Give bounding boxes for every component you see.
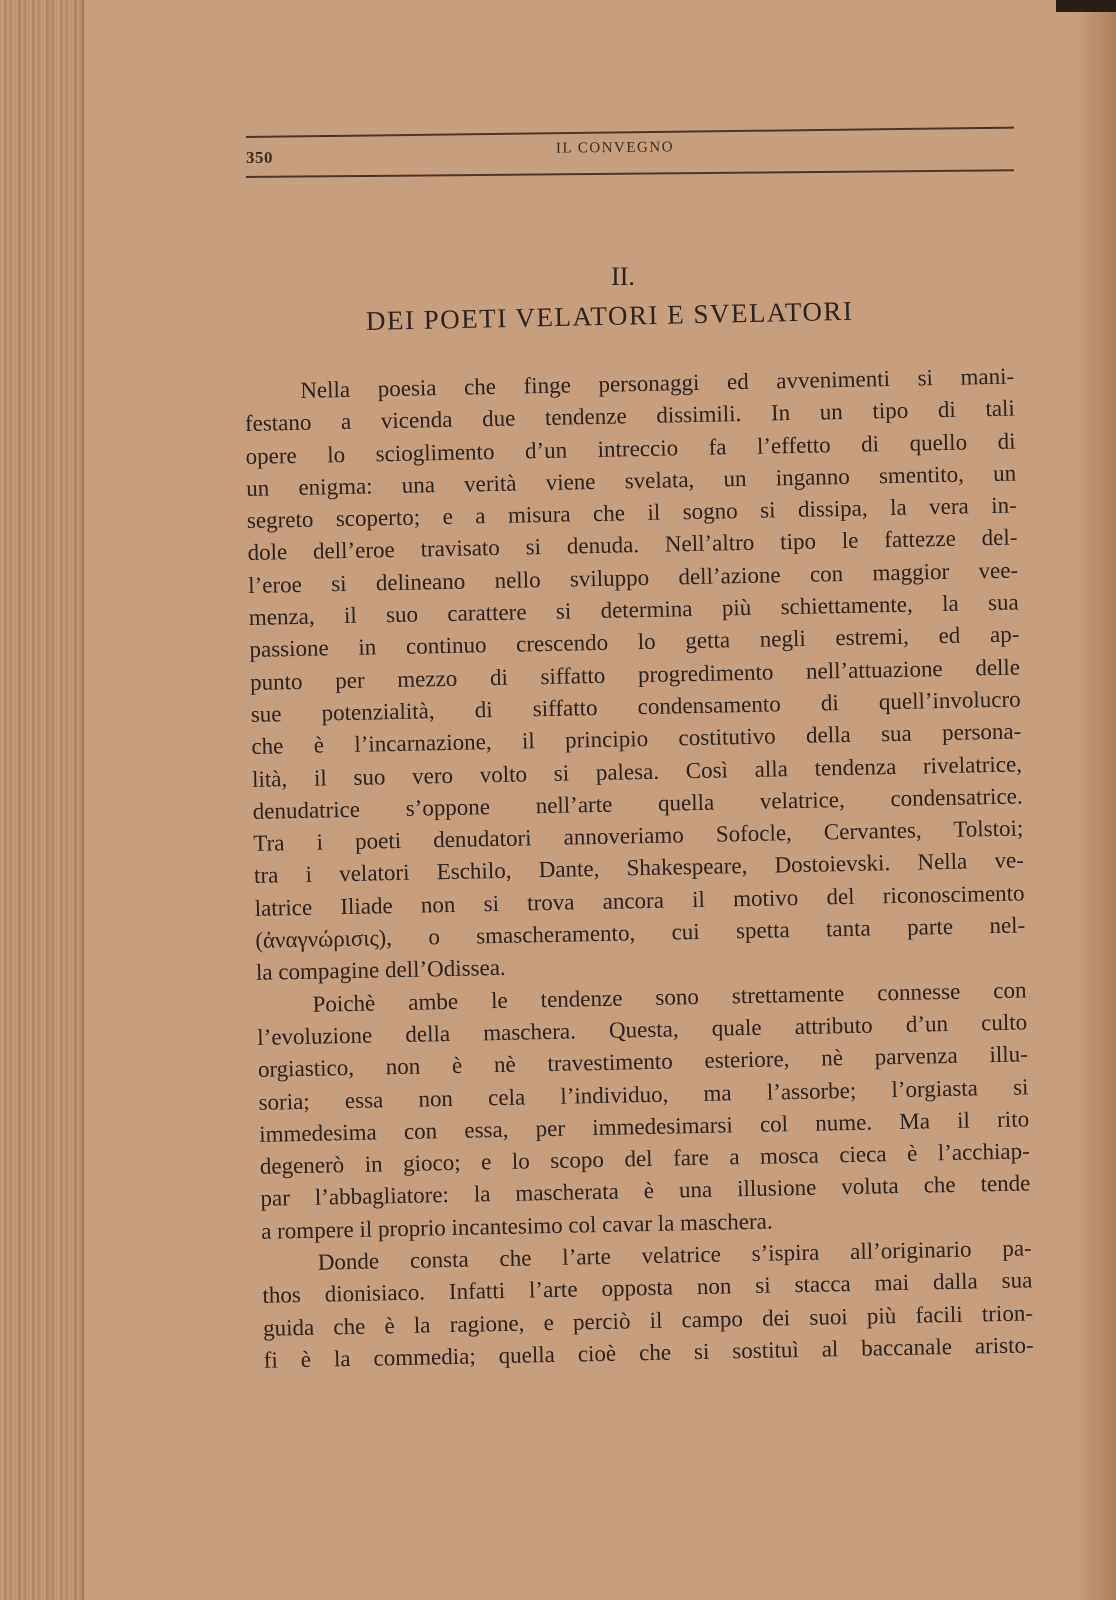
gutter-shadow bbox=[1076, 0, 1116, 1600]
text-line: soria; essa non cela l’individuo, ma l’assorbe; l’orgiasta si bbox=[258, 1073, 1029, 1115]
text-line: Poichè ambe le tendenze sono strettamente connesse con bbox=[312, 977, 1027, 1017]
text-line: Donde consta che l’arte velatrice s’ispira all’originario pa- bbox=[317, 1235, 1032, 1275]
text-line: Tra i poeti denudatori annoveriamo Sofocle, Cervantes, Tolstoi; bbox=[253, 815, 1024, 857]
stacked-page-edges bbox=[0, 0, 84, 1600]
text-line: l’eroe si delineano nello sviluppo dell’azione con maggior vee- bbox=[247, 557, 1019, 598]
text-line: (ἀναγνώρισις), o smascheramento, cui spetta tanta parte nel- bbox=[255, 912, 1026, 953]
running-header bbox=[246, 118, 1014, 188]
text-line: thos dionisiaco. Infatti l’arte opposta non si stacca mai dalla sua bbox=[262, 1267, 1033, 1309]
text-line: latrice Iliade non si trova ancora il motivo del riconoscimento bbox=[254, 880, 1025, 921]
header-rule-top bbox=[246, 127, 1014, 138]
text-line: par l’abbagliatore: la mascherata è una illusione voluta che tende bbox=[260, 1170, 1031, 1212]
text-line: un enigma: una verità viene svelata, un inganno smentito, un bbox=[246, 460, 1017, 501]
text-line: guida che è la ragione, e perciò il campo dei suoi più facili trion- bbox=[262, 1299, 1034, 1341]
background-corner bbox=[1056, 0, 1116, 12]
text-line: dole dell’eroe travisato si denuda. Nell’altro tipo le fattezze del- bbox=[247, 524, 1018, 566]
text-line: che è l’incarnazione, il principio costitutivo della sua persona- bbox=[251, 718, 1022, 760]
text-line: passione in continuo crescendo lo getta negli estremi, ed ap- bbox=[249, 621, 1020, 663]
text-line: orgiastico, non è nè travestimento esteriore, nè parvenza illu- bbox=[257, 1041, 1029, 1083]
chapter-title: DEI POETI VELATORI E SVELATORI bbox=[365, 295, 854, 336]
text-line: sue potenzialità, di siffatto condensamento di quell’involucro bbox=[250, 686, 1021, 727]
text-line: immedesima con essa, per immedesimarsi col nume. Ma il rito bbox=[258, 1106, 1030, 1147]
text-line: segreto scoperto; e a misura che il sogno si dissipa, la vera in- bbox=[246, 492, 1017, 534]
text-line: Nella poesia che finge personaggi ed avvenimenti si mani- bbox=[300, 363, 1015, 403]
text-line: punto per mezzo di siffatto progredimento nell’attuazione delle bbox=[249, 654, 1021, 695]
section-number: II. bbox=[611, 262, 635, 291]
page-number: 350 bbox=[246, 148, 273, 167]
text-line: menza, il suo carattere si determina più schiettamente, la sua bbox=[248, 589, 1019, 631]
text-line: la compagine dell’Odissea. bbox=[255, 955, 506, 986]
text-line: degenerò in gioco; e lo scopo del fare a mosca cieca è l’acchiap- bbox=[259, 1138, 1030, 1179]
text-line: denudatrice s’oppone nell’arte quella velatrice, condensatrice. bbox=[252, 783, 1023, 824]
text-line: opere lo scioglimento d’un intreccio fa l’effetto di quello di bbox=[245, 428, 1016, 469]
text-line: lità, il suo vero volto si palesa. Così alla tendenza rivelatrice, bbox=[251, 751, 1023, 792]
running-title: IL CONVEGNO bbox=[555, 139, 675, 157]
text-line: fi è la commedia; quella cioè che si sostituì al baccanale aristo- bbox=[263, 1332, 1034, 1373]
text-line: tra i velatori Eschilo, Dante, Shakespeare, Dostoievski. Nella ve- bbox=[253, 847, 1025, 889]
text-line: l’evoluzione della maschera. Questa, quale attributo d’un culto bbox=[257, 1009, 1028, 1050]
body-text bbox=[244, 361, 1034, 1377]
text-line: festano a vicenda due tendenze dissimili. In un tipo di tali bbox=[244, 395, 1016, 437]
text-line: a rompere il proprio incantesimo col cavar la maschera. bbox=[260, 1208, 773, 1244]
header-rule-bottom bbox=[246, 169, 1014, 178]
